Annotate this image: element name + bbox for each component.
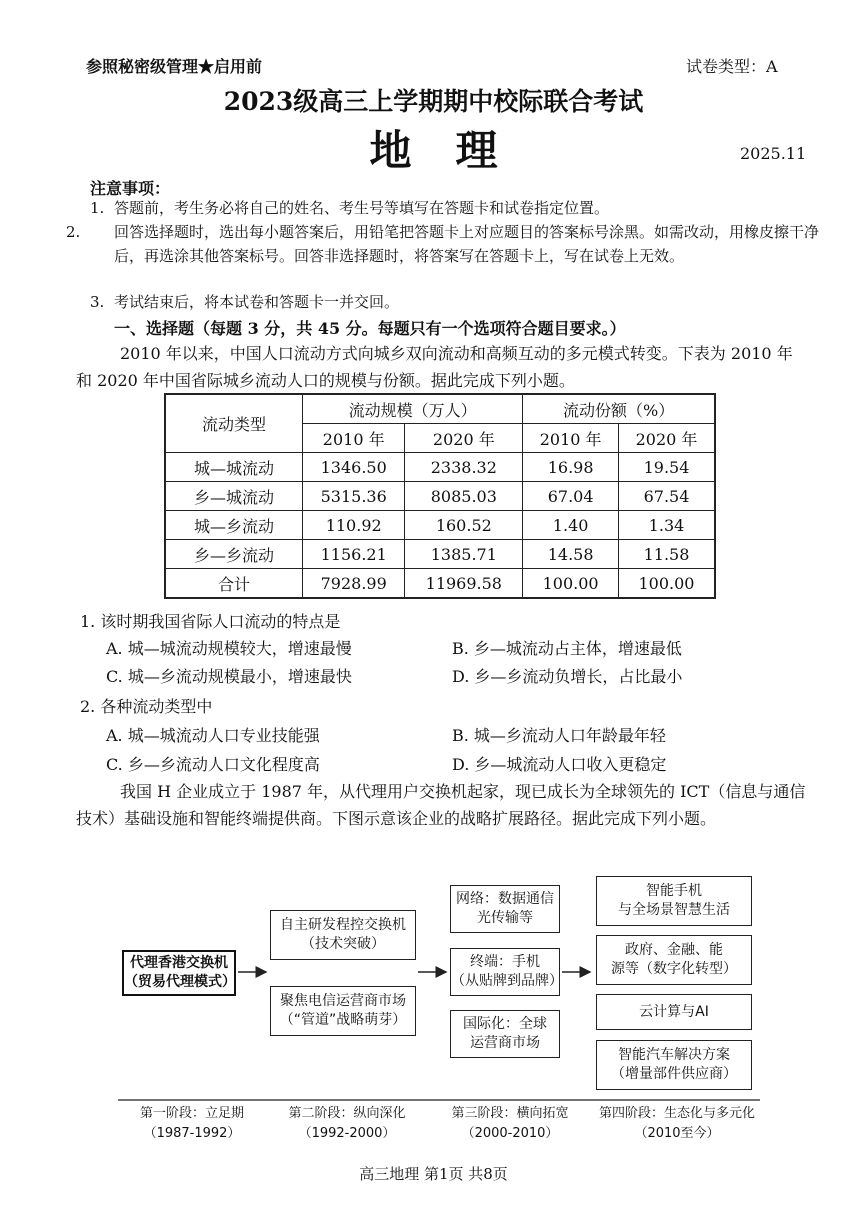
box-line: 运营商市场 [470, 1035, 540, 1051]
cell: 11.58 [618, 540, 715, 569]
cell: 1385.71 [405, 540, 523, 569]
q1-option-a: A. 城—城流动规模较大，增速最慢 [106, 639, 352, 658]
stage-name: 第三阶段：横向拓宽 [451, 1106, 569, 1121]
paper-type: 试卷类型：A [686, 57, 778, 76]
cell: 1156.21 [303, 540, 405, 569]
header-year: 2020 年 [618, 424, 715, 453]
cell: 11969.58 [405, 569, 523, 599]
q1-option-b: B. 乡—城流动占主体，增速最低 [452, 639, 682, 658]
row-type: 合计 [165, 569, 303, 599]
notice-title: 注意事项： [90, 179, 171, 198]
cell: 19.54 [618, 453, 715, 482]
notice-text: 考试结束后，将本试卷和答题卡一并交回。 [114, 293, 400, 311]
notice-num: 3. [90, 293, 105, 311]
exam-title: 2023级高三上学期期中校际联合考试 [223, 87, 644, 116]
stage3-network-box [450, 885, 560, 933]
cell: 1346.50 [303, 453, 405, 482]
cell: 67.54 [618, 482, 715, 511]
stage2-carrier-box [270, 986, 416, 1036]
cell: 100.00 [618, 569, 715, 599]
box-line: （技术突破） [301, 936, 385, 952]
secrecy-label: 参照秘密级管理★启用前 [86, 57, 263, 76]
box-line: 智能汽车解决方案 [618, 1047, 730, 1063]
stage-years: （2000-2010） [461, 1126, 559, 1141]
row-type: 城—城流动 [165, 453, 303, 482]
box-line: 源等（数字化转型） [611, 961, 737, 977]
subject-title: 地理 [369, 126, 542, 175]
cell: 110.92 [303, 511, 405, 540]
header-type: 流动类型 [165, 394, 303, 453]
header-year: 2010 年 [523, 424, 619, 453]
box-line: （增量部件供应商） [611, 1066, 737, 1082]
box-line: 政府、金融、能 [625, 942, 723, 958]
header-year: 2010 年 [303, 424, 405, 453]
cell: 14.58 [523, 540, 619, 569]
header-year: 2020 年 [405, 424, 523, 453]
notice-num: 1. [90, 199, 105, 217]
notice-num: 2. [66, 223, 81, 241]
passage-2: 我国 H 企业成立于 1987 年，从代理用户交换机起家，现已成长为全球领先的 ICT（信息与通信技术）基础设施和智能终端提供商。下图示意该企业的战略扩展路径。据此完成下列小题。 [76, 782, 806, 828]
q2-option-b: B. 城—乡流动人口年龄最年轻 [452, 726, 666, 745]
exam-date: 2025.11 [740, 144, 807, 163]
box-line: 网络：数据通信 [456, 891, 554, 907]
stage-years: （1992-2000） [298, 1126, 396, 1141]
box-line: 智能手机 [646, 883, 702, 899]
row-type: 乡—城流动 [165, 482, 303, 511]
box-line: （从贴牌到品牌） [451, 973, 563, 989]
cell: 1.40 [523, 511, 619, 540]
box-line: （贸易代理模式） [124, 974, 236, 990]
stage-years: （2010至今） [634, 1126, 720, 1141]
q2-option-c: C. 乡—乡流动人口文化程度高 [106, 755, 320, 774]
cell: 5315.36 [303, 482, 405, 511]
cell: 7928.99 [303, 569, 405, 599]
box-line: 自主研发程控交换机 [280, 917, 406, 933]
stage3-global-box [450, 1010, 560, 1058]
stage-1-label [124, 1104, 260, 1144]
box-line: 代理香港交换机 [130, 955, 228, 971]
box-line: 终端：手机 [470, 954, 540, 970]
stage-name: 第一阶段：立足期 [139, 1106, 244, 1121]
stage4-auto-box [596, 1040, 752, 1090]
stage-2-label [272, 1104, 422, 1144]
cell: 67.04 [523, 482, 619, 511]
box-line: （“管道”战略萌芽） [279, 1012, 407, 1028]
cell: 100.00 [523, 569, 619, 599]
page-footer: 高三地理 第1页 共8页 [359, 1165, 508, 1183]
section-heading: 一、选择题（每题 3 分，共 45 分。每题只有一个选项符合题目要求。） [114, 319, 626, 338]
stage4-digital-box [596, 935, 752, 985]
stage-years: （1987-1992） [143, 1126, 241, 1141]
cell: 160.52 [405, 511, 523, 540]
stage-4-label [584, 1104, 770, 1144]
row-type: 乡—乡流动 [165, 540, 303, 569]
row-type: 城—乡流动 [165, 511, 303, 540]
question-2-stem: 2. 各种流动类型中 [80, 697, 213, 716]
cell: 1.34 [618, 511, 715, 540]
q2-option-a: A. 城—城流动人口专业技能强 [106, 726, 320, 745]
passage-1: 2010 年以来，中国人口流动方式向城乡双向流动和高频互动的多元模式转变。下表为 2010 年和 2020 年中国省际城乡流动人口的规模与份额。据此完成下列小题。 [76, 344, 793, 390]
box-line: 光传输等 [477, 910, 533, 926]
cell: 16.98 [523, 453, 619, 482]
q1-option-d: D. 乡—乡流动负增长，占比最小 [452, 667, 683, 686]
stage-name: 第四阶段：生态化与多元化 [598, 1106, 755, 1121]
q2-option-d: D. 乡—城流动人口收入更稳定 [452, 755, 667, 774]
cell: 2338.32 [405, 453, 523, 482]
stage2-tech-box [270, 910, 416, 960]
stage4-cloud-box [596, 994, 752, 1030]
box-line: 与全场景智慧生活 [618, 902, 730, 918]
box-line: 国际化：全球 [463, 1016, 547, 1032]
header-scale: 流动规模（万人） [303, 394, 523, 424]
notice-text: 答题前，考生务必将自己的姓名、考生号等填写在答题卡和试卷指定位置。 [114, 199, 610, 217]
stage-name: 第二阶段：纵向深化 [288, 1106, 406, 1121]
notice-text: 回答选择题时，选出每小题答案后，用铅笔把答题卡上对应题目的答案标号涂黑。如需改动，用橡皮擦干净后，再选涂其他答案标号。回答非选择题时，将答案写在答题卡上，写在试卷上无效。 [114, 223, 820, 265]
box-line: 聚焦电信运营商市场 [280, 993, 406, 1009]
stage4-smartphone-box [596, 876, 752, 926]
stage-3-label [440, 1104, 580, 1144]
stage1-box [122, 950, 236, 996]
box-line: 云计算与AI [639, 1003, 709, 1020]
header-share: 流动份额（%） [523, 394, 715, 424]
cell: 8085.03 [405, 482, 523, 511]
stage3-terminal-box [450, 948, 563, 996]
q1-option-c: C. 城—乡流动规模最小，增速最快 [106, 667, 352, 686]
question-1-stem: 1. 该时期我国省际人口流动的特点是 [80, 612, 341, 631]
